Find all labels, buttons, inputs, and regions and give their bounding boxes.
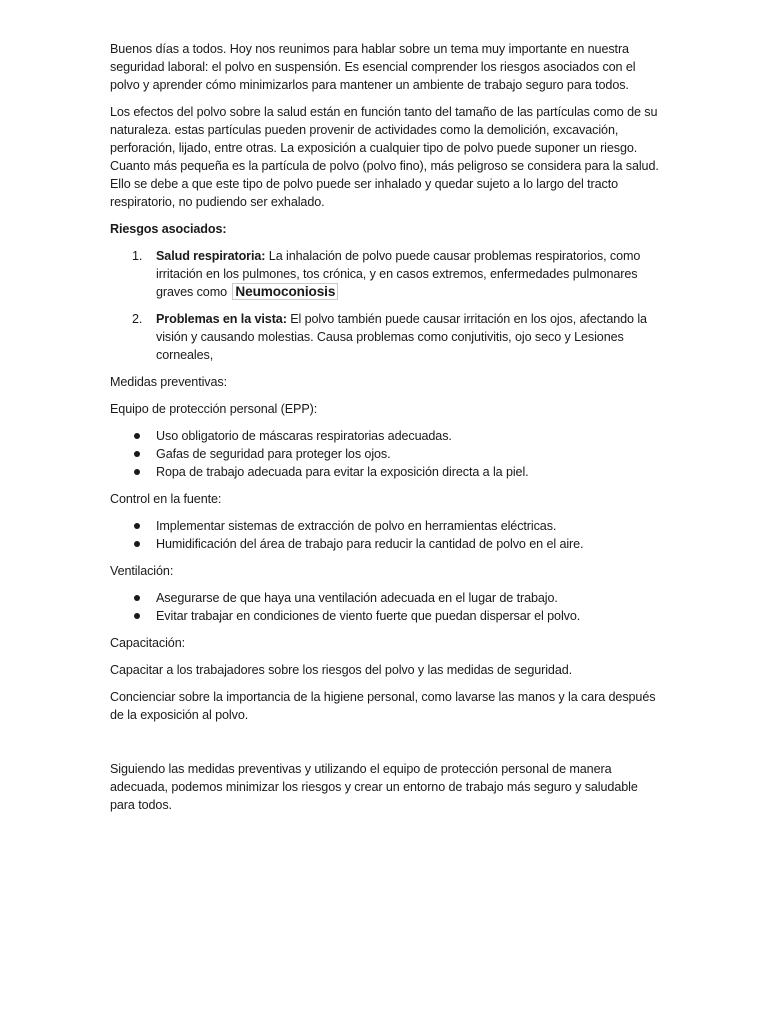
risk-title: Problemas en la vista: (156, 312, 287, 326)
document-page (110, 40, 662, 823)
list-item (110, 607, 662, 625)
training-heading: Capacitación: (110, 636, 186, 650)
risks-heading: Riesgos asociados: (110, 222, 227, 236)
highlighted-term: Neumoconiosis (232, 283, 338, 300)
blank-line (110, 733, 662, 760)
source-list (110, 517, 662, 553)
bullet-icon (134, 469, 140, 475)
epp-list (110, 427, 662, 481)
training-paragraph: Capacitar a los trabajadores sobre los riesgos del polvo y las medidas de seguridad. (110, 663, 573, 677)
conclusion-paragraph: Siguiendo las medidas preventivas y utilizando el equipo de protección personal de manera adecuada, podemos minimizar los riesgos y crear un entorno de trabajo más seguro y saludable para todos. (110, 762, 638, 812)
bullet-icon (134, 451, 140, 457)
list-item (110, 427, 662, 445)
list-item-text: Ropa de trabajo adecuada para evitar la exposición directa a la piel. (156, 465, 529, 479)
risk-number: 2. (132, 312, 143, 326)
effects-paragraph: Los efectos del polvo sobre la salud están en función tanto del tamaño de las partículas como de su naturaleza. estas partículas pueden provenir de actividades como la demolición, excavación, perforación, lijado, entre otras. La exposición a cualquier tipo de polvo puede suponer un riesgo. Cuanto más pequeña es la partícula de polvo (polvo fino), más peligroso se considera para la salud. Ello se debe a que este tipo de polvo puede ser inhalado y quedar sujeto a lo largo del tracto respiratorio, no pudiendo ser exhalado. (110, 105, 659, 209)
epp-heading: Equipo de protección personal (EPP): (110, 402, 318, 416)
list-item (110, 517, 662, 535)
risk-title: Salud respiratoria: (156, 249, 266, 263)
hygiene-paragraph: Concienciar sobre la importancia de la higiene personal, como lavarse las manos y la cara después de la exposición al polvo. (110, 690, 656, 722)
list-item-text: Asegurarse de que haya una ventilación adecuada en el lugar de trabajo. (156, 591, 558, 605)
intro-paragraph: Buenos días a todos. Hoy nos reunimos para hablar sobre un tema muy importante en nuestra seguridad laboral: el polvo en suspensión. Es esencial comprender los riesgos asociados con el polvo y aprender cómo minimizarlos para mantener un ambiente de trabajo seguro para todos. (110, 42, 636, 92)
ventilation-list (110, 589, 662, 625)
list-item (110, 463, 662, 481)
risk-text: La inhalación de polvo puede causar problemas respiratorios, como irritación en los pulmones, tos crónica, y en casos extremos, enfermedades pulmonares graves como (156, 249, 641, 299)
bullet-icon (134, 613, 140, 619)
risk-item (110, 247, 662, 301)
list-item-text: Uso obligatorio de máscaras respiratorias adecuadas. (156, 429, 452, 443)
risk-text: El polvo también puede causar irritación en los ojos, afectando la visión y causando molestias. Causa problemas como conjutivitis, ojo seco y Lesiones corneales, (156, 312, 647, 362)
list-item-text: Gafas de seguridad para proteger los ojos. (156, 447, 391, 461)
bullet-icon (134, 595, 140, 601)
list-item (110, 445, 662, 463)
bullet-icon (134, 541, 140, 547)
risks-list (110, 247, 662, 364)
list-item-text: Implementar sistemas de extracción de polvo en herramientas eléctricas. (156, 519, 557, 533)
list-item-text: Evitar trabajar en condiciones de viento fuerte que puedan dispersar el polvo. (156, 609, 581, 623)
list-item (110, 589, 662, 607)
measures-heading: Medidas preventivas: (110, 375, 228, 389)
risk-item (110, 310, 662, 364)
bullet-icon (134, 523, 140, 529)
source-heading: Control en la fuente: (110, 492, 222, 506)
list-item-text: Humidificación del área de trabajo para reducir la cantidad de polvo en el aire. (156, 537, 584, 551)
list-item (110, 535, 662, 553)
bullet-icon (134, 433, 140, 439)
ventilation-heading: Ventilación: (110, 564, 174, 578)
risk-number: 1. (132, 249, 143, 263)
